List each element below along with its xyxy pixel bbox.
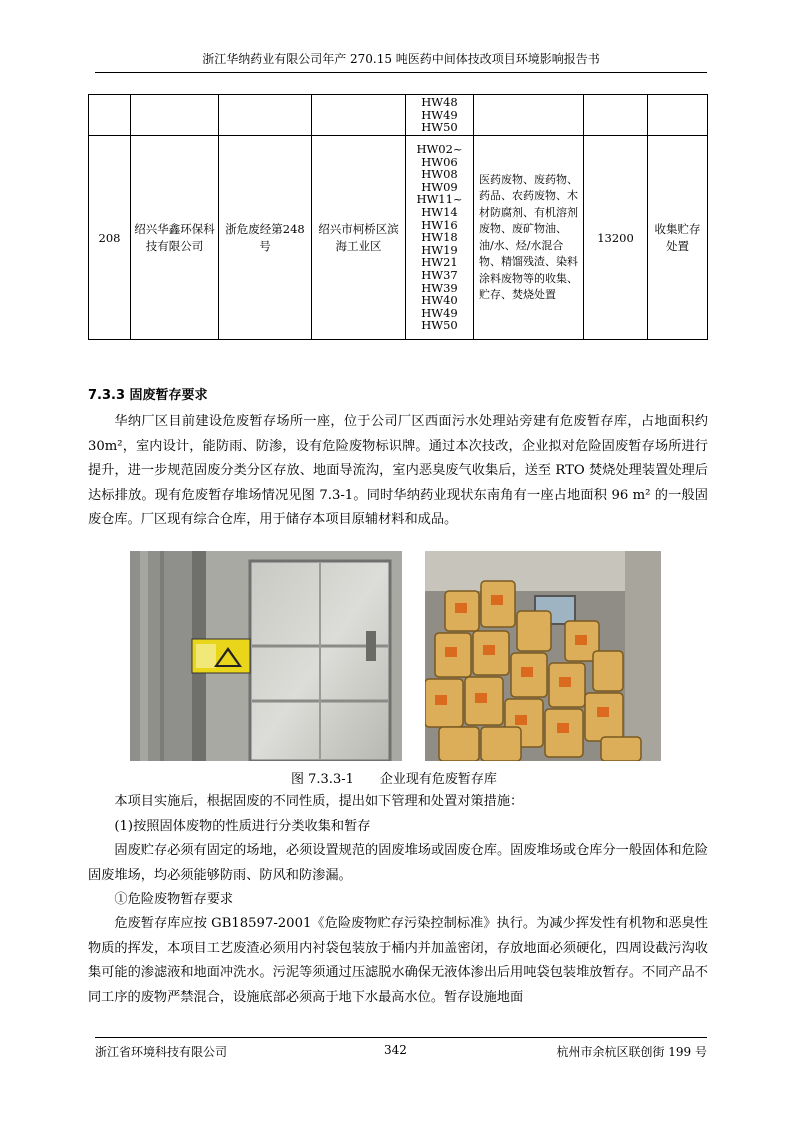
figure-caption: 图 7.3.3-1 企业现有危废暂存库 — [291, 772, 497, 787]
disposal-company-table — [88, 94, 708, 340]
page-header: 浙江华纳药业有限公司年产 270.15 吨医药中间体技改项目环境影响报告书 — [202, 52, 600, 66]
footer-company: 浙江省环境科技有限公司 — [95, 1045, 228, 1059]
barrels-image — [425, 551, 661, 761]
business-scope: 医药废物、废药物、药品、农药废物、木材防腐剂、有机溶剂废物、废矿物油、油/水、烃/水混合物、精馏残渣、染料涂料废物等的收集、贮存、焚烧处置 — [474, 136, 584, 340]
license-number: 浙危废经第248号 — [219, 136, 312, 340]
paragraph: 固废贮存必须有固定的场地，必须设置规范的固废堆场或固废仓库。固废堆场或仓库分一般固体和危险固废堆场，均必须能够防雨、防风和防渗漏。 — [88, 843, 708, 883]
table-row — [89, 136, 708, 340]
header-rule — [95, 72, 707, 73]
footer-rule — [95, 1037, 707, 1038]
paragraph: (1)按照固体废物的性质进行分类收集和暂存 — [114, 819, 371, 834]
row-number: 208 — [89, 136, 131, 340]
page-number: 342 — [384, 1043, 407, 1057]
capacity: 13200 — [584, 136, 648, 340]
company-location: 绍兴市柯桥区滨海工业区 — [312, 136, 406, 340]
storage-door-image — [130, 551, 402, 761]
disposal-method: 收集贮存处置 — [648, 136, 708, 340]
paragraph: 危废暂存库应按 GB18597-2001《危险废物贮存污染控制标准》执行。为减少挥发性有机物和恶臭性物质的挥发，本项目工艺废渣必须用内衬袋包装放于桶内并加盖密闭，存放地面必须硬化，四周设截污沟收集可能的渗滤液和地面冲洗水。污泥等须通过压滤脱水确保无液体渗出后用吨袋包装堆放暂存。不同产品不同工序的废物严禁混合，设施底部必须高于地下水最高水位。暂存设施地面 — [88, 916, 708, 1005]
photo-storage-barrels — [425, 551, 661, 761]
footer-address: 杭州市余杭区联创街 199 号 — [556, 1045, 707, 1059]
table-row — [89, 95, 708, 136]
waste-codes-cell: HW02~ HW06 HW08 HW09 HW11~ HW14 HW16 HW18 HW19 HW21 HW37 HW39 HW40 HW49 HW50 — [406, 136, 474, 340]
paragraph: 华纳厂区目前建设危废暂存场所一座，位于公司厂区西面污水处理站旁建有危废暂存库，占地面积约 30m²，室内设计，能防雨、防渗，设有危险废物标识牌。通过本次技改，企业拟对危险固废暂存场所进行提升，进一步规范固废分类分区存放、地面导流沟，室内恶臭废气收集后，送至 RTO 焚烧处理装置处理后达标排放。现有危废暂存堆场情况见图 7.3-1。同时华纳药业现状东南角有一座占地面积 96 m² 的一般固废仓库。厂区现有综合仓库，用于储存本项目原辅材料和成品。 — [88, 414, 708, 527]
waste-codes-cell: HW48 HW49 HW50 — [406, 95, 474, 136]
paragraph: 本项目实施后，根据固废的不同性质，提出如下管理和处置对策措施： — [114, 794, 524, 809]
photo-storage-door — [130, 551, 402, 761]
company-name: 绍兴华鑫环保科技有限公司 — [131, 136, 219, 340]
paragraph: ①危险废物暂存要求 — [114, 892, 234, 907]
section-title: 7.3.3 固废暂存要求 — [88, 388, 208, 403]
